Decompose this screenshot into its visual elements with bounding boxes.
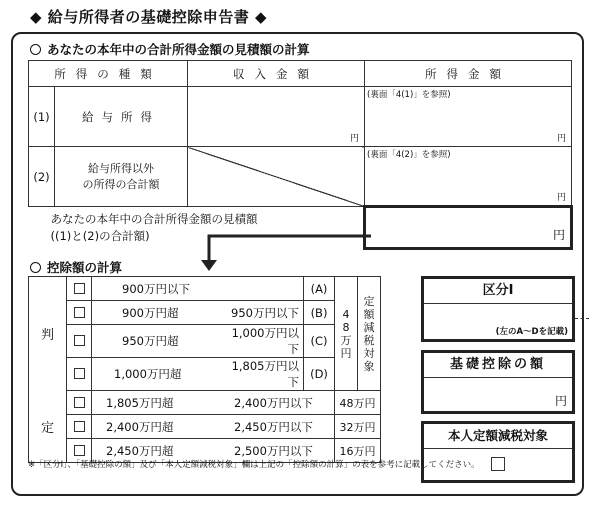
yen-unit: 円: [554, 394, 567, 408]
form-title: ◆ 給与所得者の基礎控除申告書 ◆: [30, 8, 268, 26]
row-c-to: 1,000万円以下: [222, 325, 304, 358]
salary-revenue-field[interactable]: [188, 87, 365, 147]
yen-unit: 円: [349, 134, 359, 144]
total-estimate-field[interactable]: [365, 207, 572, 249]
row-f-from: 2,400万円超: [92, 415, 223, 439]
checkbox-icon: [74, 445, 85, 456]
circle-bullet-icon: [30, 44, 41, 55]
checkbox-icon: [74, 307, 85, 318]
row-other-income: [29, 147, 572, 207]
row-e-checkbox[interactable]: [67, 391, 92, 415]
row-g-checkbox[interactable]: [67, 439, 92, 463]
row-f-checkbox[interactable]: [67, 415, 92, 439]
salary-income-amount-field[interactable]: [365, 87, 572, 147]
row-g-to: 2,500万円以下: [222, 439, 335, 463]
row-d-to: 1,805万円以下: [222, 358, 304, 391]
reference-note: (裏面「4(2)」を参照): [367, 150, 451, 160]
row-c-checkbox[interactable]: [67, 325, 92, 358]
other-income-label-line1: 給与所得以外: [88, 161, 154, 175]
kubun-box: [421, 276, 575, 342]
section1-heading-text: あなたの本年中の合計所得金額の見積額の計算: [47, 42, 310, 57]
deduction-row-g: [29, 439, 381, 463]
reference-note: (裏面「4(1)」を参照): [367, 90, 451, 100]
diagonal-void-cell: [188, 147, 365, 207]
kiso-label: 基礎控除の額: [424, 353, 572, 378]
row-f-to: 2,450万円以下: [222, 415, 335, 439]
deduction-row-b: [29, 301, 381, 325]
row-b-to: 950万円以下: [222, 301, 304, 325]
side-label-bottom: 定: [29, 391, 67, 463]
yen-unit: 円: [556, 193, 566, 203]
section1-heading: [30, 40, 310, 58]
row-f-amount: 32万円: [335, 415, 381, 439]
row-e-from: 1,805万円超: [92, 391, 223, 415]
header-income-amount: 所得金額: [365, 61, 572, 87]
header-income-type: 所得の種類: [29, 61, 188, 87]
row-salary-income: [29, 87, 572, 147]
deduction-row-e: [29, 391, 381, 415]
yen-unit: 円: [556, 134, 566, 144]
row-d-checkbox[interactable]: [67, 358, 92, 391]
genzei-label: 本人定額減税対象: [424, 424, 572, 449]
side-label-top: 判: [29, 277, 67, 391]
row-c-tag: (C): [304, 325, 335, 358]
deduction-row-a: [29, 277, 381, 301]
genzei-box: [421, 421, 575, 483]
row-g-from: 2,450万円超: [92, 439, 223, 463]
checkbox-icon: [74, 283, 85, 294]
kiso-box: [421, 350, 575, 414]
deduction-row-c: [29, 325, 381, 358]
other-income-label: [55, 147, 188, 207]
row-a-checkbox[interactable]: [67, 277, 92, 301]
kubun-label: 区分Ⅰ: [424, 279, 572, 304]
other-income-label-line2: の所得の合計額: [82, 177, 160, 191]
checkbox-icon: [74, 368, 85, 379]
footer-note: ※「区分Ⅰ」、「基礎控除の額」及び「本人定額減税対象」欄は上記の「控除額の計算」の表を参考に記載してください。: [28, 460, 480, 470]
row-a-tag: (A): [304, 277, 335, 301]
row-d-from: 1,000万円超: [92, 358, 223, 391]
total-estimate-label-line1: あなたの本年中の合計所得金額の見積額: [50, 211, 258, 226]
section2-heading-text: 控除額の計算: [47, 260, 123, 275]
header-revenue: 収入金額: [188, 61, 365, 87]
dashed-connector: [575, 318, 589, 319]
salary-income-label: 給与所得: [55, 87, 188, 147]
row-e-amount: 48万円: [335, 391, 381, 415]
kiso-amount-field[interactable]: [424, 378, 572, 412]
flat-reduction-note: 定額減税対象: [358, 277, 381, 391]
row-b-checkbox[interactable]: [67, 301, 92, 325]
deduction-row-d: [29, 358, 381, 391]
row-a-range: 900万円以下: [92, 277, 304, 301]
row-g-amount: 16万円: [335, 439, 381, 463]
deduction-row-f: [29, 415, 381, 439]
row-b-from: 900万円超: [92, 301, 223, 325]
kubun-field[interactable]: [424, 304, 572, 340]
row-c-from: 950万円超: [92, 325, 223, 358]
section2-heading: [30, 258, 122, 276]
circle-bullet-icon: [30, 262, 41, 273]
row-b-tag: (B): [304, 301, 335, 325]
total-estimate-label-line2: ((1)と(2)の合計額): [50, 228, 150, 243]
checkbox-icon: [74, 335, 85, 346]
deduction-calc-table: [28, 276, 381, 463]
income-table-header: [29, 61, 572, 87]
down-arrow-icon: [196, 222, 376, 274]
row-number: (1): [29, 87, 55, 147]
row-number: (2): [29, 147, 55, 207]
kubun-note: (左のA～Dを記載): [495, 327, 568, 337]
other-income-amount-field[interactable]: [365, 147, 572, 207]
checkbox-icon: [74, 421, 85, 432]
yen-unit: 円: [552, 228, 565, 242]
merged-amount-48: 48万円: [335, 277, 358, 391]
row-d-tag: (D): [304, 358, 335, 391]
row-e-to: 2,400万円以下: [222, 391, 335, 415]
checkbox-icon: [74, 397, 85, 408]
